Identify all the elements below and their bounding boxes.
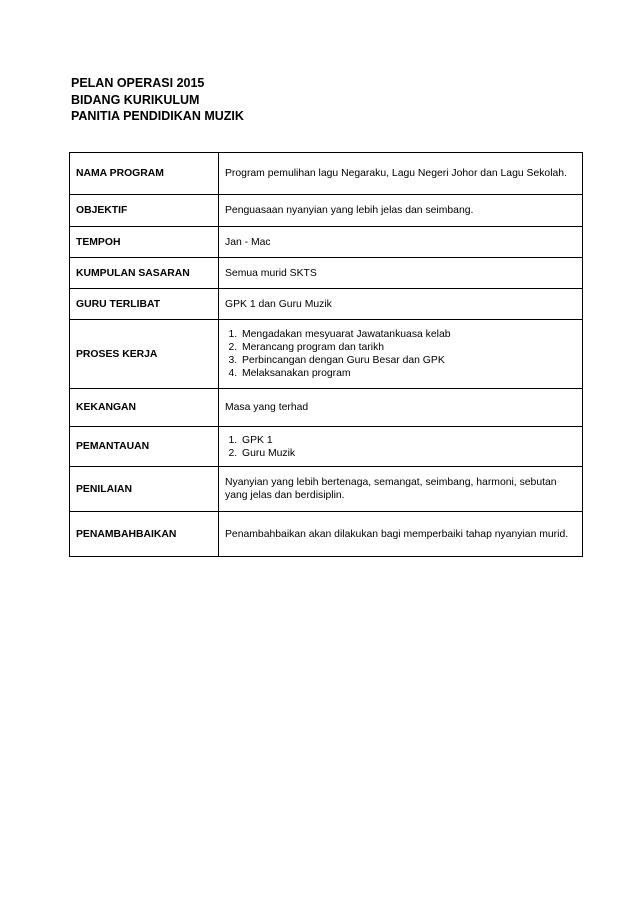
row-value-kekangan: Masa yang terhad [219,389,583,427]
proses-kerja-list [225,328,576,380]
row-label-penilaian: PENILAIAN [70,467,219,512]
pemantauan-list [225,434,576,460]
row-label-proses-kerja: PROSES KERJA [70,320,219,389]
table-row [70,512,583,557]
list-item: 1. GPK 1 [240,434,576,447]
list-item: 4. Melaksanakan program [240,367,576,380]
table-row [70,389,583,427]
row-label-objektif: OBJEKTIF [70,195,219,227]
row-label-kekangan: KEKANGAN [70,389,219,427]
row-value-proses-kerja [219,320,583,389]
row-value-tempoh: Jan - Mac [219,227,583,258]
row-value-pemantauan [219,427,583,467]
row-label-nama-program: NAMA PROGRAM [70,153,219,195]
table-row [70,153,583,195]
row-label-pemantauan: PEMANTAUAN [70,427,219,467]
table-row [70,227,583,258]
table-row [70,467,583,512]
document-heading [71,75,244,125]
row-value-penambahbaikan: Penambahbaikan akan dilakukan bagi memperbaiki tahap nyanyian murid. [219,512,583,557]
row-value-penilaian: Nyanyian yang lebih bertenaga, semangat, seimbang, harmoni, sebutan yang jelas dan berdisiplin. [219,467,583,512]
table-row [70,320,583,389]
table-row [70,427,583,467]
table-row [70,258,583,289]
heading-plan-title: PELAN OPERASI 2015 [71,76,205,90]
row-value-kumpulan-sasaran: Semua murid SKTS [219,258,583,289]
row-label-guru-terlibat: GURU TERLIBAT [70,289,219,320]
table-row [70,289,583,320]
list-item: 1. Mengadakan mesyuarat Jawatankuasa kelab [240,328,576,341]
table-row [70,195,583,227]
row-label-tempoh: TEMPOH [70,227,219,258]
heading-panel: PANITIA PENDIDIKAN MUZIK [71,109,244,123]
row-label-kumpulan-sasaran: KUMPULAN SASARAN [70,258,219,289]
row-value-objektif: Penguasaan nyanyian yang lebih jelas dan seimbang. [219,195,583,227]
heading-field: BIDANG KURIKULUM [71,92,200,107]
list-item: 3. Perbincangan dengan Guru Besar dan GPK [240,354,576,367]
row-value-nama-program: Program pemulihan lagu Negaraku, Lagu Negeri Johor dan Lagu Sekolah. [219,153,583,195]
list-item: 2. Guru Muzik [240,447,576,460]
row-value-guru-terlibat: GPK 1 dan Guru Muzik [219,289,583,320]
row-label-penambahbaikan: PENAMBAHBAIKAN [70,512,219,557]
operation-plan-table [69,152,583,557]
list-item: 2. Merancang program dan tarikh [240,341,576,354]
